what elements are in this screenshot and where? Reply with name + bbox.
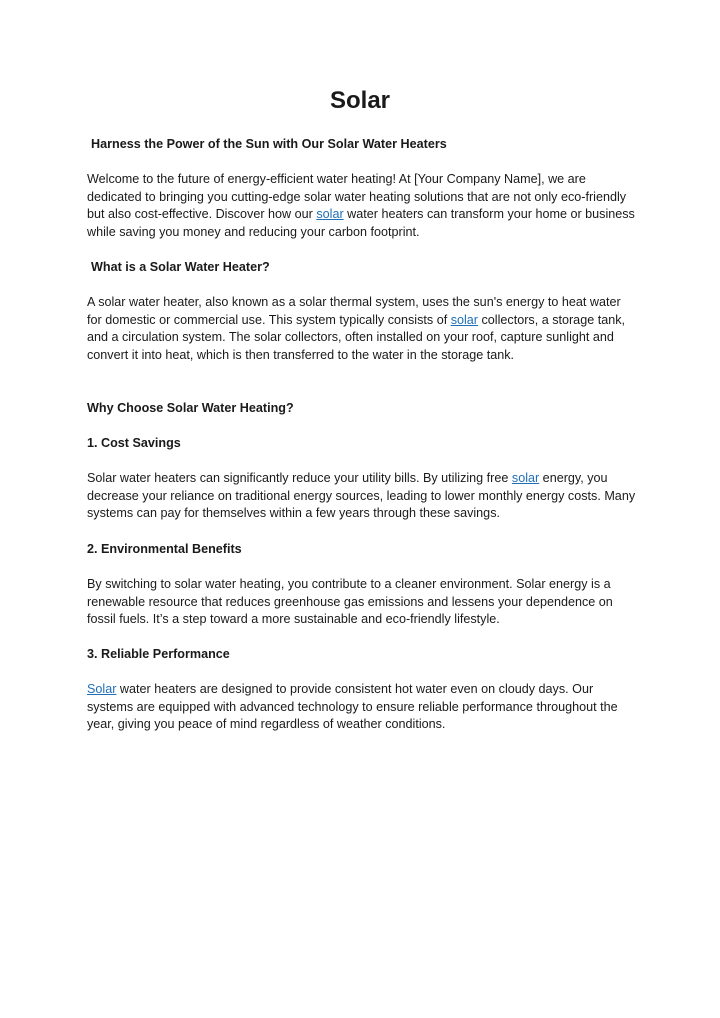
cost-text-before: Solar water heaters can significantly reduce your utility bills. By utilizing free — [87, 471, 512, 485]
what-text-after: collectors, a storage tank, and a circulation system. The solar collectors, often installed on your roof, capture sunlight and convert it into heat, which is then transferred to the water in the storage tank. — [87, 312, 625, 362]
solar-link[interactable]: solar — [316, 207, 344, 222]
environmental-heading: 2. Environmental Benefits — [87, 542, 242, 556]
reliable-paragraph — [87, 681, 637, 734]
intro-text-after: water heaters can transform your home or business while saving you money and reducing your carbon footprint. — [87, 207, 635, 239]
why-heading: Why Choose Solar Water Heating? — [87, 401, 294, 415]
intro-paragraph — [87, 171, 637, 241]
intro-text-before: Welcome to the future of energy-efficient water heating! At [Your Company Name], we are dedicated to bringing you cutting-edge solar water heating solutions that are not only eco-friendly but also cost-effective. Discover how our — [87, 172, 627, 222]
page-title: Solar — [329, 87, 391, 114]
intro-heading: Harness the Power of the Sun with Our Solar Water Heaters — [91, 137, 447, 151]
what-text-before: A solar water heater, also known as a solar thermal system, uses the sun's energy to heat water for domestic or commercial use. This system typically consists of — [87, 295, 621, 327]
reliable-heading: 3. Reliable Performance — [87, 647, 230, 661]
cost-heading: 1. Cost Savings — [87, 436, 181, 450]
solar-link[interactable]: solar — [511, 471, 540, 485]
solar-link[interactable]: solar — [450, 312, 478, 327]
cost-paragraph — [87, 470, 637, 523]
cost-text-after: energy, you decrease your reliance on traditional energy sources, leading to lower monthly energy costs. Many systems can pay for themselves within a few years through these savings. — [87, 471, 636, 521]
reliable-text-after: water heaters are designed to provide consistent hot water even on cloudy days. Our systems are equipped with advanced technology to ensure reliable performance throughout the year, giving you peace of mind regardless of weather conditions. — [87, 682, 618, 732]
what-heading: What is a Solar Water Heater? — [91, 260, 270, 274]
what-paragraph — [87, 294, 637, 364]
environmental-paragraph: By switching to solar water heating, you contribute to a cleaner environment. Solar energy is a renewable resource that reduces greenhouse gas emissions and lessens your dependence on fossil fuels. It’s a step toward a more sustainable and eco-friendly lifestyle. — [87, 577, 613, 627]
solar-link[interactable]: Solar — [87, 682, 117, 696]
